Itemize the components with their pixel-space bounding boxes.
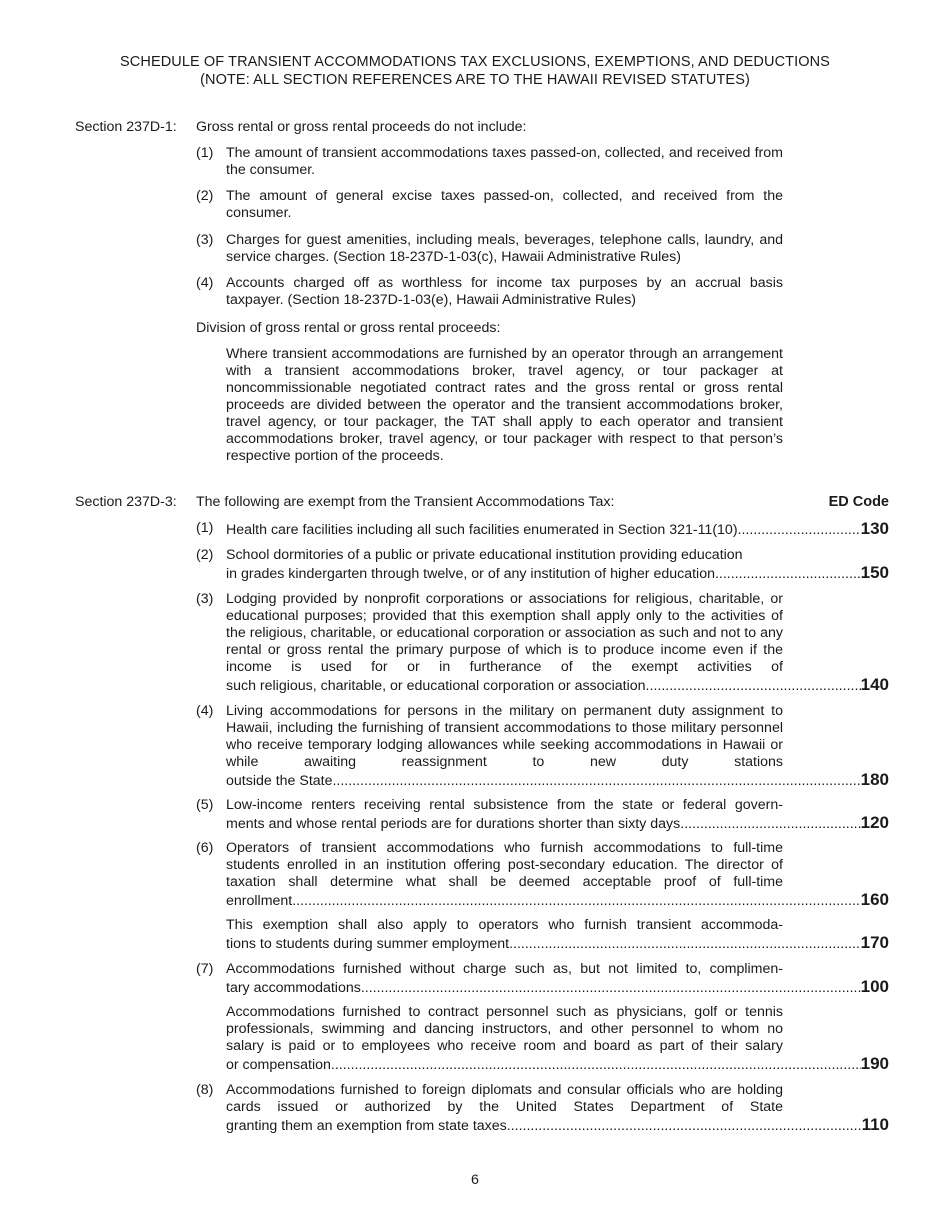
item-text-end: ments and whose rental periods are for durations shorter than sixty days.: [226, 816, 685, 832]
ed-code: 150: [860, 563, 889, 582]
item-last-line: [226, 1116, 889, 1135]
item-number: (3): [196, 591, 214, 607]
item-number: (1): [196, 520, 214, 536]
ed-code: 100: [860, 977, 889, 996]
dot-leader: [509, 936, 861, 953]
dot-leader: [738, 522, 861, 539]
item-text-end: such religious, charitable, or educational corporation or association.: [226, 678, 650, 694]
dot-leader: [361, 980, 861, 997]
exclusion-item: [196, 232, 889, 266]
exemption-item: [196, 797, 889, 833]
item-text: Accounts charged off as worthless for income tax purposes by an accrual basis taxpayer. (Section 18-237D-1-03(e), Hawaii Administrative Rules): [226, 275, 783, 308]
item-text: Accommodations furnished to contract personnel such as physicians, golf or tennis professionals, swimming and dancing instructors, and other personnel to whom no salary is paid or to employees who receive room and board as part of their salary: [226, 1004, 783, 1054]
section-237d-1-intro: Gross rental or gross rental proceeds do not include:: [196, 119, 527, 135]
division-heading: Division of gross rental or gross rental proceeds:: [196, 320, 501, 336]
item-last-line: [226, 564, 889, 583]
item-text: This exemption shall also apply to operators who furnish transient accommoda-: [226, 917, 783, 933]
dot-leader: [650, 678, 861, 695]
dot-leader: [507, 1118, 862, 1135]
item-number: (2): [196, 547, 214, 563]
item-last-line: [226, 676, 889, 695]
item-number: (7): [196, 961, 214, 977]
division-paragraph: Where transient accommodations are furnished by an operator through an arrangement with a transient accommodations broker, travel agency, or tour packager at noncommissionable negotiated contract rates and the gross rental or gross rental proceeds are divided between the operator and the transient accommodations broker, travel agency, or tour packager, the TAT shall apply to each operator and transient accommodations broker, travel agency, or tour packager with respect to that person’s respective portion of the proceeds.: [226, 346, 783, 464]
item-number: (8): [196, 1082, 214, 1098]
exclusion-item: [196, 275, 889, 309]
item-text-end: tions to students during summer employment: [226, 936, 510, 952]
section-237d-3-label: Section 237D-3:: [75, 494, 177, 510]
exemption-item: [196, 961, 889, 997]
item-text: Low-income renters receiving rental subsistence from the state or federal govern-: [226, 797, 783, 813]
item-text-end: outside the State: [226, 773, 333, 789]
item-number: (4): [196, 703, 214, 719]
ed-code: 120: [860, 813, 889, 832]
section-237d-3-intro: The following are exempt from the Transient Accommodations Tax:: [196, 494, 615, 510]
dot-leader: [684, 816, 860, 833]
ed-code: 110: [861, 1115, 889, 1134]
item-last-line: [226, 891, 889, 910]
ed-code: 190: [860, 1054, 889, 1073]
ed-code: 130: [860, 519, 889, 538]
item-text-end: tary accommodations: [226, 980, 361, 996]
schedule-note: (NOTE: ALL SECTION REFERENCES ARE TO THE HAWAII REVISED STATUTES): [200, 72, 750, 88]
item-number: (4): [196, 275, 214, 291]
exemption-continuation: [196, 917, 889, 953]
item-text: Accommodations furnished to foreign diplomats and consular officials who are holding cards issued or authorized by the United States Department of State: [226, 1082, 783, 1115]
item-last-line: [226, 934, 889, 953]
item-text: Charges for guest amenities, including meals, beverages, telephone calls, laundry, and service charges. (Section 18-237D-1-03(c), Hawaii Administrative Rules): [226, 232, 783, 265]
item-text: Health care facilities including all such facilities enumerated in Section 321-11(10): [226, 522, 738, 538]
item-number: (2): [196, 188, 214, 204]
exemption-item: [196, 520, 889, 539]
item-text: Living accommodations for persons in the military on permanent duty assignment to Hawaii, including the furnishing of transient accommodations to those military personnel who receive temporary lodging allowances while seeking accommodations in Hawaii or while awaiting reassignment to new duty stations: [226, 703, 783, 770]
item-text-end: or compensation.: [226, 1057, 335, 1073]
ed-code: 180: [860, 770, 889, 789]
item-number: (6): [196, 840, 214, 856]
item-number: (5): [196, 797, 214, 813]
exclusion-item: [196, 188, 889, 222]
exemption-continuation: [196, 1004, 889, 1074]
dot-leader: [296, 893, 860, 910]
item-last-line: [226, 1055, 889, 1074]
item-text-end: enrollment.: [226, 893, 297, 909]
ed-code-heading: ED Code: [828, 494, 889, 510]
exclusion-item: [196, 145, 889, 179]
section-237d-1-label: Section 237D-1:: [75, 119, 177, 135]
item-last-line: [226, 978, 889, 997]
item-text-end: granting them an exemption from state taxes: [226, 1118, 507, 1134]
schedule-title: SCHEDULE OF TRANSIENT ACCOMMODATIONS TAX EXCLUSIONS, EXEMPTIONS, AND DEDUCTIONS: [120, 54, 830, 70]
ed-code: 170: [860, 933, 889, 952]
exemption-item: [196, 547, 889, 583]
ed-code: 160: [860, 890, 889, 909]
item-number: (1): [196, 145, 214, 161]
exemption-item: [196, 1082, 889, 1135]
item-last-line: [226, 520, 889, 539]
page-number: 6: [471, 1172, 479, 1188]
ed-code: 140: [860, 675, 889, 694]
item-text: The amount of general excise taxes passed-on, collected, and received from the consumer.: [226, 188, 783, 221]
item-text-end: in grades kindergarten through twelve, or of any institution of higher education: [226, 566, 715, 582]
item-last-line: [226, 814, 889, 833]
item-text: Lodging provided by nonprofit corporations or associations for religious, charitable, or educational purposes; provided that this exemption shall apply only to the activities of the religious, charitable, or educational corporation or association as such and not to any rental or gross rental the primary purpose of which is to produce income even if the income is used for or in furtherance of the exempt activities of: [226, 591, 783, 675]
item-last-line: [226, 771, 889, 790]
dot-leader: [332, 773, 860, 790]
item-text: School dormitories of a public or private educational institution providing education: [226, 547, 743, 563]
dot-leader: [335, 1057, 861, 1074]
exemption-item: [196, 840, 889, 910]
dot-leader: [715, 566, 861, 583]
exemption-item: [196, 703, 889, 790]
item-number: (3): [196, 232, 214, 248]
exemption-item: [196, 591, 889, 695]
item-text: Operators of transient accommodations who furnish accommodations to full-time students enrolled in an institution offering post-secondary education. The director of taxation shall determine what shall be deemed acceptable proof of full-time: [226, 840, 783, 890]
item-text: Accommodations furnished without charge such as, but not limited to, complimen-: [226, 961, 783, 977]
item-text: The amount of transient accommodations taxes passed-on, collected, and received from the consumer.: [226, 145, 783, 178]
